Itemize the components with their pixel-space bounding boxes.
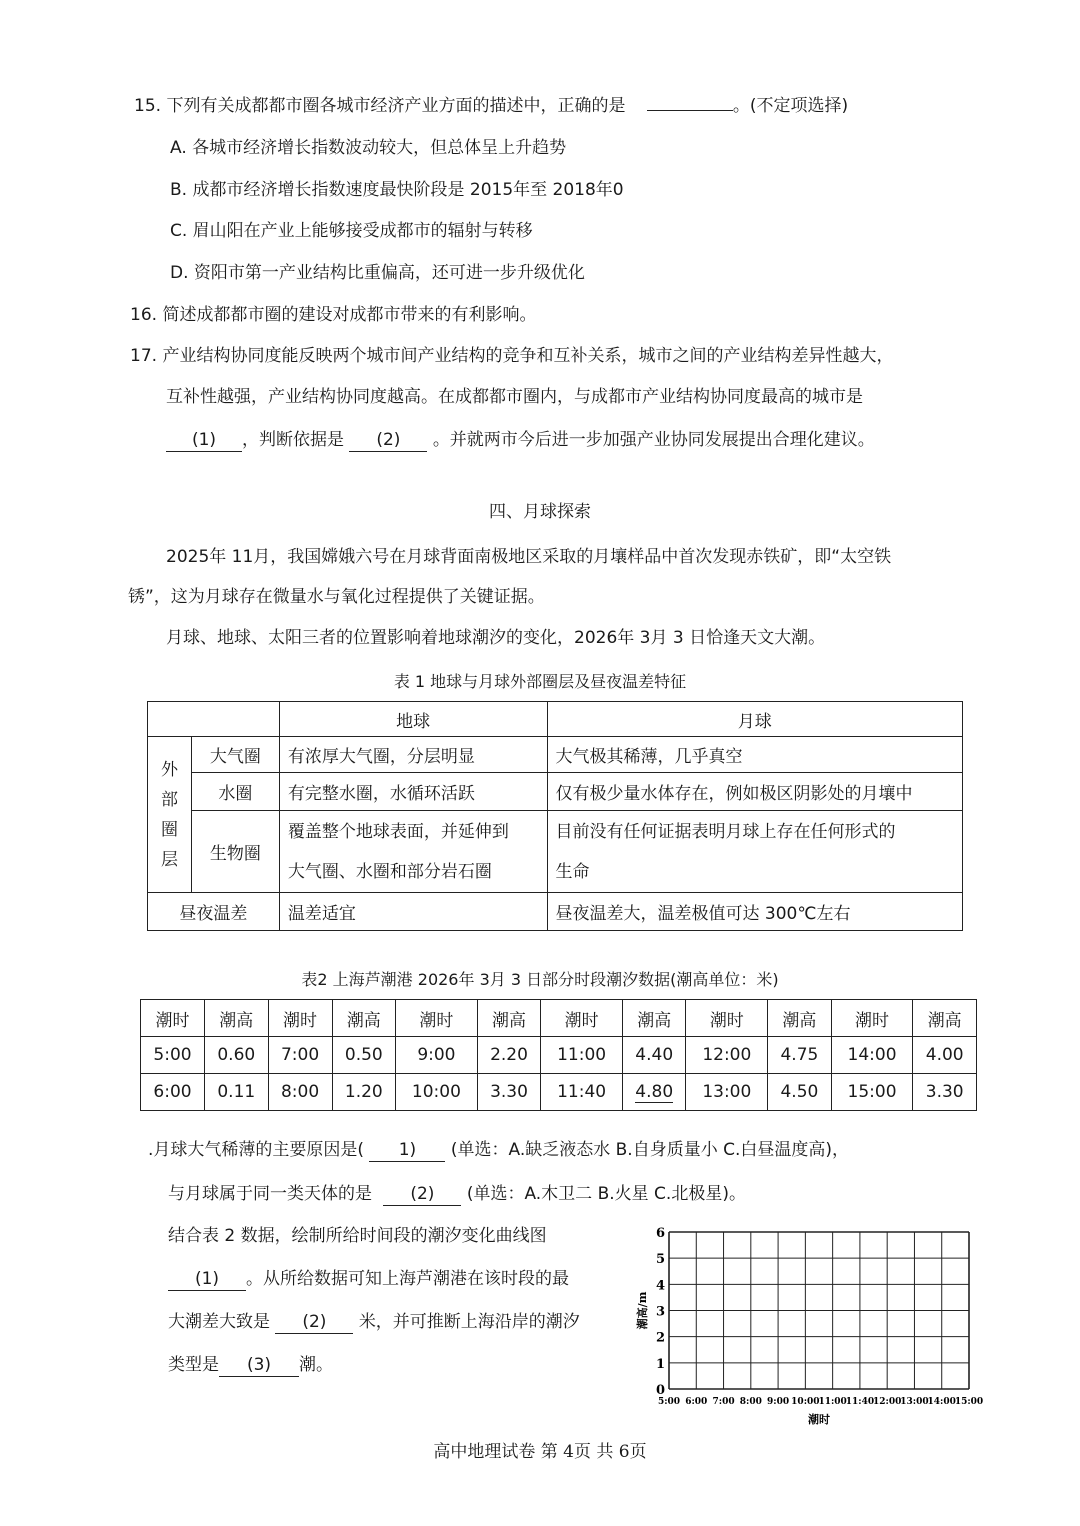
x-axis-label: 潮时 xyxy=(808,1413,830,1426)
q17-blank-1[interactable]: (1) xyxy=(166,429,242,452)
q17-line1: 17. 产业结构协同度能反映两个城市间产业结构的竞争和互补关系，城市之间的产业结构差异性越大， xyxy=(130,346,894,366)
earth-cell xyxy=(279,811,547,893)
q17-mid: ，判断依据是 xyxy=(242,430,344,450)
table2-cell: 13:00 xyxy=(686,1074,768,1111)
q18-line-b xyxy=(168,1182,746,1206)
moon-cell: 大气极其稀薄，几乎真空 xyxy=(547,737,963,773)
underlined-value: 4.80 xyxy=(635,1082,674,1102)
q15-option-c: C. 眉山阳在产业上能够接受成都市的辐射与转移 xyxy=(170,221,533,241)
table-row xyxy=(148,893,963,931)
row-label: 生物圈 xyxy=(191,811,279,893)
group-char: 部 xyxy=(160,789,178,810)
page-footer: 高中地理试卷 第 4页 共 6页 xyxy=(433,1442,647,1462)
q15-option-d: D. 资阳市第一产业结构比重偏高，还可进一步升级优化 xyxy=(170,263,585,283)
q16-text: 16. 简述成都都市圈的建设对成都市带来的有利影响。 xyxy=(130,305,537,325)
table1-header-moon: 月球 xyxy=(547,702,963,737)
table2-cell: 15:00 xyxy=(831,1074,913,1111)
table2-header-cell: 潮时 xyxy=(396,1000,478,1037)
table2-caption: 表2 上海芦潮港 2026年 3月 3 日部分时段潮汐数据(潮高单位：米) xyxy=(301,970,779,989)
moon-cell: 仅有极少量水体存在，例如极区阴影处的月壤中 xyxy=(547,773,963,811)
table2-cell: 5:00 xyxy=(141,1037,205,1074)
table2-header-cell: 潮时 xyxy=(686,1000,768,1037)
earth-cell: 有浓厚大气圈，分层明显 xyxy=(279,737,547,773)
q19-l4-pre: 类型是 xyxy=(168,1355,219,1375)
table2-header-cell: 潮高 xyxy=(477,1000,541,1037)
table2-cell: 4.40 xyxy=(622,1037,686,1074)
table2-cell: 8:00 xyxy=(268,1074,332,1111)
q19-l2-post: 。从所给数据可知上海芦潮港在该时段的最 xyxy=(246,1269,569,1289)
table1 xyxy=(147,701,963,931)
table2-header-cell: 潮时 xyxy=(268,1000,332,1037)
section-title: 四、月球探索 xyxy=(489,502,591,522)
q19-l4-post: 潮。 xyxy=(299,1355,333,1375)
q19-blank-2[interactable]: (2) xyxy=(275,1311,353,1334)
moon-cell-line: 目前没有任何证据表明月球上存在任何形式的 xyxy=(555,821,896,842)
x-tick-label: 11:00 xyxy=(818,1397,847,1407)
table2-header-cell: 潮高 xyxy=(768,1000,832,1037)
section4-p1-line1: 2025年 11月，我国嫦娥六号在月球背面南极地区采取的月壤样品中首次发现赤铁矿，即“太空铁 xyxy=(166,547,892,567)
row-label: 水圈 xyxy=(191,773,279,811)
table2-cell: 1.20 xyxy=(332,1074,396,1111)
tide-grid-chart[interactable] xyxy=(632,1222,992,1428)
table2-cell: 11:40 xyxy=(541,1074,623,1111)
table1-corner-cell xyxy=(148,702,280,737)
row-label: 大气圈 xyxy=(191,737,279,773)
table2-cell: 9:00 xyxy=(396,1037,478,1074)
x-tick-label: 5:00 xyxy=(657,1397,681,1407)
group-char: 层 xyxy=(160,849,178,870)
table2-cell: 14:00 xyxy=(831,1037,913,1074)
table2-cell: 0.11 xyxy=(205,1074,269,1111)
moon-cell xyxy=(547,811,963,893)
table2-cell xyxy=(622,1074,686,1111)
earth-cell: 有完整水圈，水循环活跃 xyxy=(279,773,547,811)
q18-b-post: (单选：A.木卫二 B.火星 C.北极星)。 xyxy=(466,1184,746,1204)
q18-blank-1[interactable]: 1) xyxy=(369,1139,445,1162)
q19-line3 xyxy=(168,1310,580,1334)
q19-line2 xyxy=(168,1267,569,1291)
y-tick-label: 2 xyxy=(655,1330,665,1346)
table1-caption: 表 1 地球与月球外部圈层及昼夜温差特征 xyxy=(393,672,687,691)
x-tick-label: 15:00 xyxy=(954,1397,984,1407)
table2-header-cell: 潮时 xyxy=(141,1000,205,1037)
table2-header-cell: 潮高 xyxy=(205,1000,269,1037)
q17-line2: 互补性越强，产业结构协同度越高。在成都都市圈内，与成都市产业结构协同度最高的城市是 xyxy=(166,387,863,407)
table-row xyxy=(141,1037,977,1074)
table-row xyxy=(148,737,963,773)
x-tick-label: 11:40 xyxy=(845,1397,875,1407)
y-tick-label: 1 xyxy=(655,1356,665,1372)
q17-line3 xyxy=(166,428,875,452)
x-tick-label: 14:00 xyxy=(927,1397,956,1407)
q15-stem-text: 15. 下列有关成都都市圈各城市经济产业方面的描述中，正确的是 xyxy=(134,96,626,116)
table2-cell: 2.20 xyxy=(477,1037,541,1074)
table1-group-label xyxy=(148,737,192,893)
y-tick-label: 5 xyxy=(655,1252,665,1268)
q17-end: 。并就两市今后进一步加强产业协同发展提出合理化建议。 xyxy=(432,430,875,450)
moon-cell: 昼夜温差大，温差极值可达 300℃左右 xyxy=(547,893,963,931)
earth-cell-line: 覆盖整个地球表面，并延伸到 xyxy=(287,821,509,842)
q18-blank-2[interactable]: (2) xyxy=(383,1183,461,1206)
table2-header-cell: 潮高 xyxy=(913,1000,977,1037)
table1-header-earth: 地球 xyxy=(279,702,547,737)
x-tick-label: 10:00 xyxy=(791,1397,820,1407)
table1-header-row xyxy=(148,702,963,737)
group-char: 外 xyxy=(160,759,178,780)
q18-b-pre: 与月球属于同一类天体的是 xyxy=(168,1184,372,1204)
table2-header-row xyxy=(141,1000,977,1037)
x-tick-label: 12:00 xyxy=(872,1397,902,1407)
q18-a-post: (单选：A.缺乏液态水 B.自身质量小 C.白昼温度高)， xyxy=(450,1140,850,1160)
q19-blank-1[interactable]: (1) xyxy=(168,1268,246,1291)
temp-label: 昼夜温差 xyxy=(148,893,280,931)
q15-stem xyxy=(134,94,848,118)
q15-tail: 。(不定项选择) xyxy=(732,96,849,116)
table2-cell: 0.60 xyxy=(205,1037,269,1074)
q19-line1: 结合表 2 数据，绘制所给时间段的潮汐变化曲线图 xyxy=(168,1226,547,1246)
q18-line-a xyxy=(148,1138,849,1162)
table2-header-cell: 潮时 xyxy=(831,1000,913,1037)
table2-cell: 3.30 xyxy=(477,1074,541,1111)
table2-cell: 10:00 xyxy=(396,1074,478,1111)
table2-header-cell: 潮高 xyxy=(332,1000,396,1037)
earth-cell: 温差适宜 xyxy=(279,893,547,931)
table2 xyxy=(140,999,977,1111)
q19-line4 xyxy=(168,1353,333,1377)
section4-p1-line2: 锈”，这为月球存在微量水与氧化过程提供了关键证据。 xyxy=(128,587,545,607)
x-tick-label: 7:00 xyxy=(712,1397,735,1407)
table2-header-cell: 潮时 xyxy=(541,1000,623,1037)
moon-cell-line: 生命 xyxy=(555,861,590,882)
table2-cell: 3.30 xyxy=(913,1074,977,1111)
group-char: 圈 xyxy=(160,819,178,840)
table2-cell: 6:00 xyxy=(141,1074,205,1111)
y-tick-label: 6 xyxy=(655,1226,665,1241)
table2-cell: 0.50 xyxy=(332,1037,396,1074)
q18-a-pre: .月球大气稀薄的主要原因是( xyxy=(148,1140,365,1160)
table-row xyxy=(148,773,963,811)
table2-header-cell: 潮高 xyxy=(622,1000,686,1037)
table2-cell: 4.75 xyxy=(768,1037,832,1074)
q19-l3-pre: 大潮差大致是 xyxy=(168,1312,270,1332)
x-tick-label: 13:00 xyxy=(900,1397,929,1407)
q19-l3-post: 米，并可推断上海沿岸的潮汐 xyxy=(358,1312,580,1332)
q15-option-b: B. 成都市经济增长指数速度最快阶段是 2015年至 2018年0 xyxy=(170,180,624,200)
section4-p2: 月球、地球、太阳三者的位置影响着地球潮汐的变化，2026年 3月 3 日恰逢天文大潮。 xyxy=(166,628,826,648)
y-tick-label: 3 xyxy=(655,1304,665,1320)
x-tick-label: 8:00 xyxy=(739,1397,762,1407)
table2-cell: 12:00 xyxy=(686,1037,768,1074)
table-row xyxy=(148,811,963,893)
y-tick-label: 4 xyxy=(655,1278,665,1294)
table2-cell: 11:00 xyxy=(541,1037,623,1074)
q19-blank-3[interactable]: (3) xyxy=(219,1354,299,1377)
x-tick-label: 6:00 xyxy=(685,1397,708,1407)
q15-answer-blank[interactable] xyxy=(647,110,733,111)
table-row xyxy=(141,1074,977,1111)
q15-option-a: A. 各城市经济增长指数波动较大，但总体呈上升趋势 xyxy=(170,138,567,158)
y-tick-label: 0 xyxy=(655,1383,665,1398)
q17-blank-2[interactable]: (2) xyxy=(349,429,427,452)
table2-cell: 4.50 xyxy=(768,1074,832,1111)
x-tick-label: 9:00 xyxy=(767,1397,790,1407)
y-axis-label: 潮高/m xyxy=(636,1291,649,1330)
earth-cell-line: 大气圈、水圈和部分岩石圈 xyxy=(287,861,492,882)
table2-cell: 7:00 xyxy=(268,1037,332,1074)
table2-cell: 4.00 xyxy=(913,1037,977,1074)
